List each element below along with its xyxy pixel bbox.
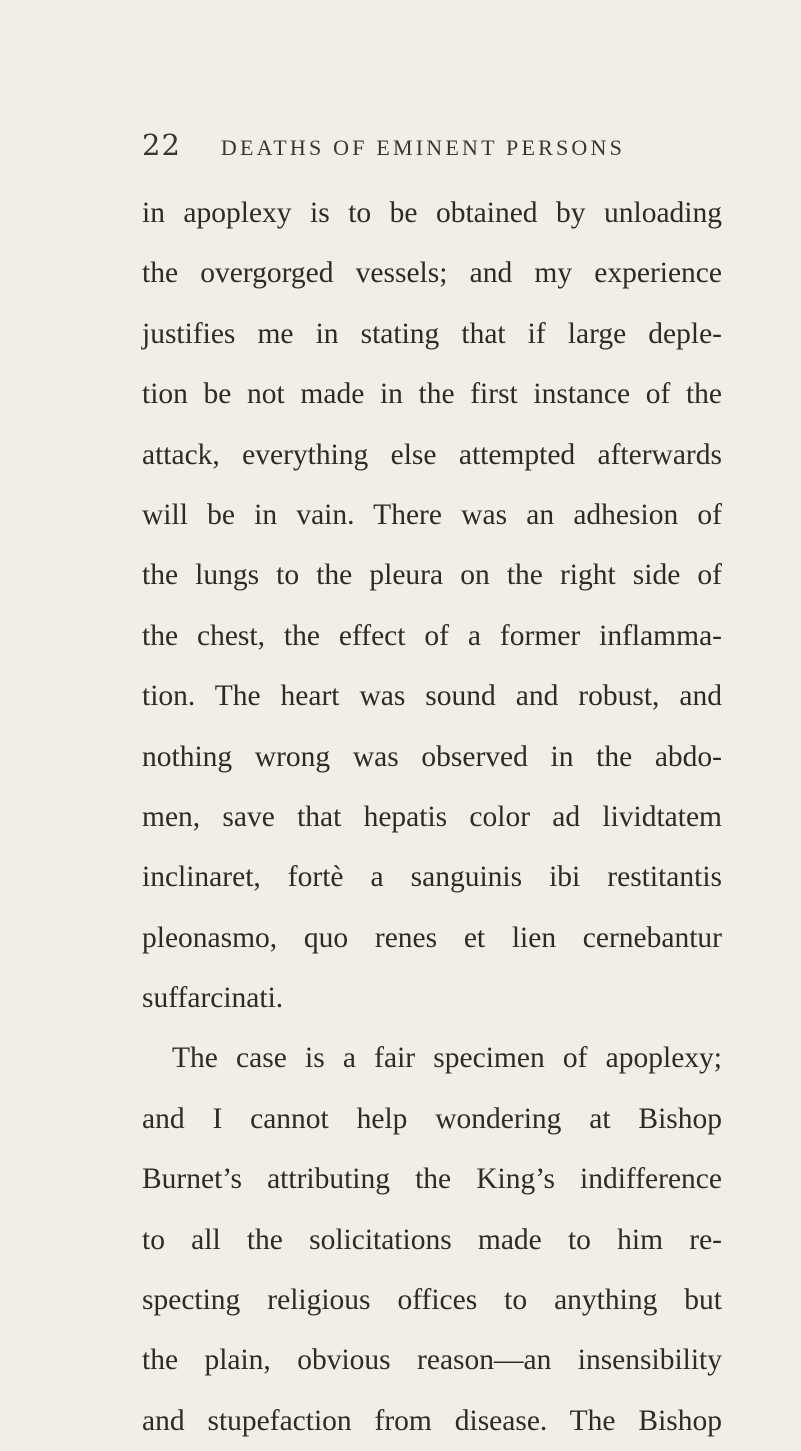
text-line: men, save that hepatis color ad lividtatem <box>142 800 722 833</box>
running-title: DEATHS OF EMINENT PERSONS <box>220 135 626 160</box>
text-line: tion be not made in the first instance of the <box>142 378 722 411</box>
text-line: justifies me in stating that if large deple- <box>142 317 722 350</box>
text-line: the plain, obvious reason—an insensibility <box>142 1344 722 1377</box>
text-line: the overgorged vessels; and my experience <box>142 257 722 290</box>
text-line: and stupefaction from disease. The Bishop <box>142 1404 722 1437</box>
text-line: the chest, the effect of a former inflamma- <box>142 619 722 652</box>
text-line: specting religious offices to anything but <box>142 1284 722 1317</box>
text-line: attack, everything else attempted afterwards <box>142 438 722 471</box>
text-line: in apoplexy is to be obtained by unloading <box>142 197 722 229</box>
text-line: nothing wrong was observed in the abdo- <box>142 740 722 773</box>
text-line: and I cannot help wondering at Bishop <box>142 1102 722 1135</box>
text-line: Burnet’s attributing the King’s indifference <box>142 1163 722 1196</box>
page-number: 22 <box>142 128 181 162</box>
text-line: tion. The heart was sound and robust, and <box>142 680 722 713</box>
paragraph-start-line: The case is a fair specimen of apoplexy; <box>172 1042 722 1075</box>
text-line: will be in vain. There was an adhesion of <box>142 498 722 531</box>
text-line: to all the solicitations made to him re- <box>142 1223 722 1256</box>
text-line: the lungs to the pleura on the right side of <box>142 559 722 592</box>
text-line: inclinaret, fortè a sanguinis ibi restitantis <box>142 861 722 894</box>
running-head <box>142 128 702 168</box>
paragraph-end-line: suffarcinati. <box>142 982 284 1015</box>
text-line: pleonasmo, quo renes et lien cernebantur <box>142 921 722 954</box>
body-text <box>142 183 722 1451</box>
